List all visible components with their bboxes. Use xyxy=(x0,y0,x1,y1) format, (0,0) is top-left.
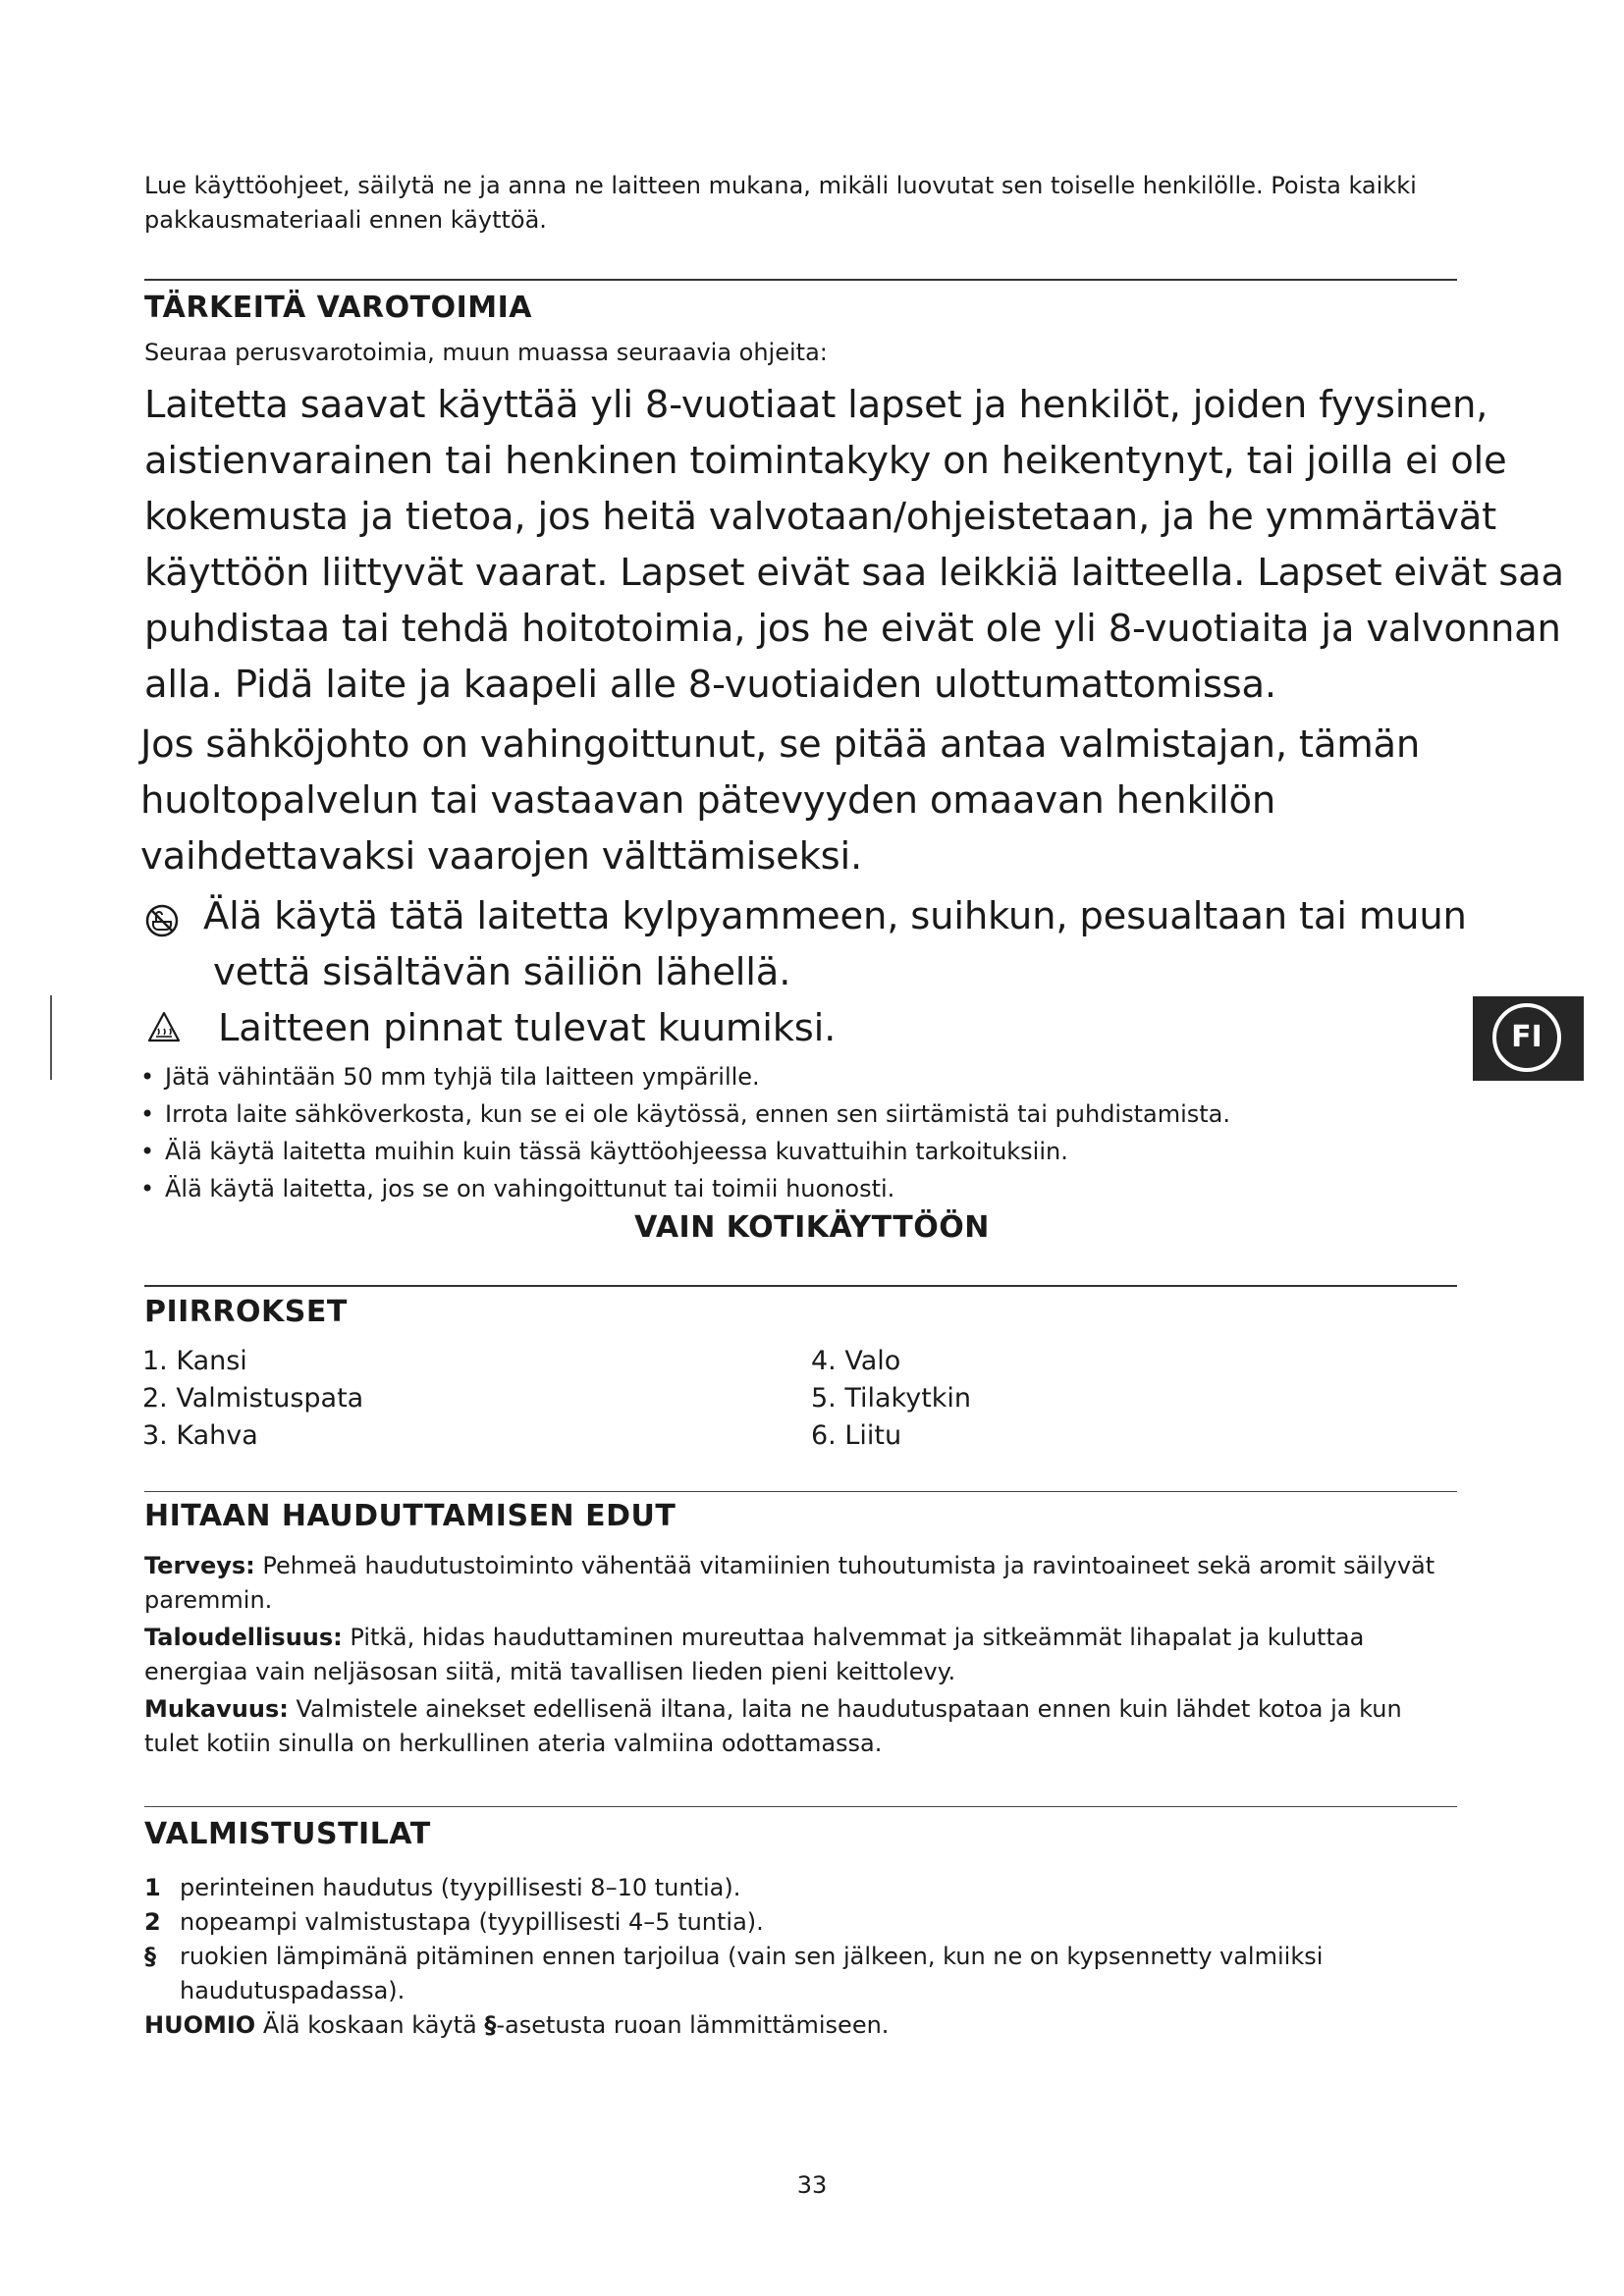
water-warning-line-1: Älä käytä tätä laitetta kylpyammeen, suihkun, pesualtaan tai muun xyxy=(203,894,1467,938)
page-number: 33 xyxy=(796,2171,828,2199)
mode-item xyxy=(144,1940,1460,2008)
hot-surface-icon xyxy=(147,1011,181,1042)
benefit-text: Pitkä, hidas hauduttaminen mureuttaa halvemmat ja sitkeämmät lihapalat ja kuluttaa energiaa vain neljäsosan siitä, mitä tavallisen lieden pieni keittolevy. xyxy=(144,1624,1365,1685)
text-line: alla. Pidä laite ja kaapeli alle 8-vuotiaiden ulottumattomissa. xyxy=(144,663,1276,707)
benefits-heading: HITAAN HAUDUTTAMISEN EDUT xyxy=(144,1499,677,1533)
safety-heading: TÄRKEITÄ VAROTOIMIA xyxy=(144,291,533,325)
household-only-label: VAIN KOTIKÄYTTÖÖN xyxy=(634,1210,990,1245)
text-line: huoltopalvelun tai vastaavan pätevyyden omaavan henkilön xyxy=(140,778,1276,823)
list-item: 4. Valo xyxy=(811,1346,901,1376)
safety-paragraph-1 xyxy=(144,377,1564,713)
safety-subheading: Seuraa perusvarotoimia, muun muassa seuraavia ohjeita: xyxy=(144,339,828,366)
benefit-text: Pehmeä haudutustoiminto vähentää vitamiinien tuhoutumista ja ravintoaineet sekä aromit säilyvät paremmin. xyxy=(144,1552,1435,1614)
benefit-item xyxy=(144,1549,1460,1618)
mode-item xyxy=(144,1871,1460,1905)
text-line: kokemusta ja tietoa, jos heitä valvotaan/ohjeistetaan, ja he ymmärtävät xyxy=(144,495,1497,539)
benefit-item xyxy=(144,1692,1460,1761)
hot-warning: Laitteen pinnat tulevat kuumiksi. xyxy=(218,1006,837,1050)
note-text: -asetusta ruoan lämmittämiseen. xyxy=(496,2011,890,2039)
list-item: 1. Kansi xyxy=(142,1346,247,1376)
text-line: Laitetta saavat käyttää yli 8-vuotiaat lapset ja henkilöt, joiden fyysinen, xyxy=(144,383,1489,427)
drawings-list-right xyxy=(811,1343,971,1455)
mode-key: 1 xyxy=(144,1874,161,1901)
benefit-text: Valmistele ainekset edellisenä iltana, laita ne haudutuspataan ennen kuin lähdet kotoa ja kun tulet kotiin sinulla on herkullinen ateria valmiina odottamassa. xyxy=(144,1695,1402,1757)
modes-heading: VALMISTUSTILAT xyxy=(144,1817,431,1851)
text-line: aistienvarainen tai henkinen toimintakyky on heikentynyt, tai joilla ei ole xyxy=(144,439,1507,483)
intro-text: Lue käyttöohjeet, säilytä ne ja anna ne laitteen mukana, mikäli luovutat sen toiselle henkilölle. Poista kaikki pakkausmateriaali ennen käyttöä. xyxy=(144,172,1417,234)
divider xyxy=(144,1806,1457,1807)
margin-mark xyxy=(50,995,52,1080)
mode-text: perinteinen haudutus (tyypillisesti 8–10 tuntia). xyxy=(180,1874,741,1901)
text-line: käyttöön liittyvät vaarat. Lapset eivät saa leikkiä laitteella. Lapset eivät saa xyxy=(144,551,1564,595)
language-badge-label: FI xyxy=(1492,1003,1561,1072)
divider xyxy=(144,279,1457,281)
note-label: HUOMIO xyxy=(144,2011,256,2039)
text-line: puhdistaa tai tehdä hoitotoimia, jos he eivät ole yli 8-vuotiaita ja valvonnan xyxy=(144,607,1561,651)
benefit-label: Taloudellisuus: xyxy=(144,1624,343,1651)
list-item: 5. Tilakytkin xyxy=(811,1383,972,1414)
list-item: 6. Liitu xyxy=(811,1420,902,1451)
list-item: • Jätä vähintään 50 mm tyhjä tila laitteen ympärille. xyxy=(140,1058,1230,1095)
text-line: vaihdettavaksi vaarojen välttämiseksi. xyxy=(140,834,863,879)
safety-bullet-list xyxy=(140,1058,1230,1207)
benefits-list xyxy=(144,1549,1460,1764)
list-item: • Älä käytä laitetta, jos se on vahingoittunut tai toimii huonosti. xyxy=(140,1170,1230,1207)
safety-paragraph-2 xyxy=(140,717,1420,884)
mode-item xyxy=(144,1905,1460,1940)
mode-text: nopeampi valmistustapa (tyypillisesti 4–5 tuntia). xyxy=(180,1908,764,1936)
modes-note xyxy=(144,2008,1460,2043)
list-item: • Irrota laite sähköverkosta, kun se ei ole käytössä, ennen sen siirtämistä tai puhdistamista. xyxy=(140,1095,1230,1133)
mode-text: ruokien lämpimänä pitäminen ennen tarjoilua (vain sen jälkeen, kun ne on kypsennetty valmiiksi haudutuspadassa). xyxy=(180,1943,1324,2004)
drawings-heading: PIIRROKSET xyxy=(144,1295,348,1329)
modes-list xyxy=(144,1871,1460,2043)
keep-warm-icon: § xyxy=(144,1943,156,1970)
divider xyxy=(144,1491,1457,1492)
divider xyxy=(144,1285,1457,1287)
text-line: Jos sähköjohto on vahingoittunut, se pitää antaa valmistajan, tämän xyxy=(140,722,1421,767)
benefit-label: Mukavuus: xyxy=(144,1695,289,1723)
no-bath-icon xyxy=(145,904,179,937)
water-warning-line-2: vettä sisältävän säiliön lähellä. xyxy=(213,950,791,994)
language-badge xyxy=(1473,996,1584,1081)
list-item: 3. Kahva xyxy=(142,1420,258,1451)
drawings-list-left xyxy=(142,1343,363,1455)
note-text: Älä koskaan käytä xyxy=(255,2011,485,2039)
list-item: 2. Valmistuspata xyxy=(142,1383,364,1414)
benefit-item xyxy=(144,1621,1460,1689)
keep-warm-icon: § xyxy=(484,2011,497,2039)
mode-key: 2 xyxy=(144,1908,161,1936)
benefit-label: Terveys: xyxy=(144,1552,255,1579)
list-item: • Älä käytä laitetta muihin kuin tässä käyttöohjeessa kuvattuihin tarkoituksiin. xyxy=(140,1133,1230,1170)
